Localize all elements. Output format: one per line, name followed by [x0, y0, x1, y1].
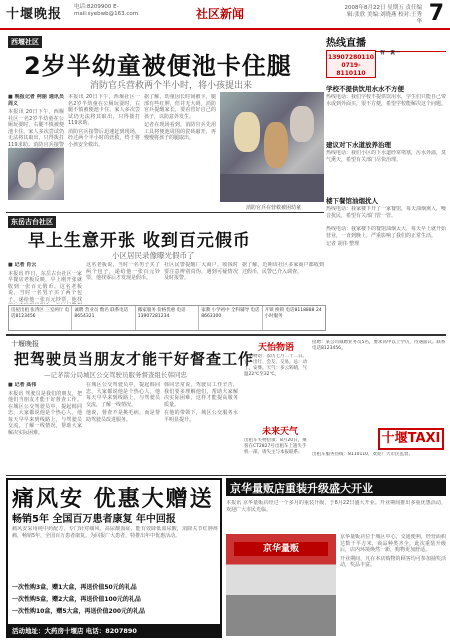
story1-photo [220, 92, 324, 202]
story2-body-col4: 据了解，近期该社区多家商户都收到过假币，民警已介入调查。 [242, 262, 324, 275]
story1-byline: ■ 晚报记者 柯丽 通讯员 周义 [8, 94, 64, 107]
story2-body-col2: 这名老板说，当时一名男子买了两个包子，递给他一张百元钞票，他找零后才发现是假币。 [86, 262, 160, 281]
story2-body-col1 [8, 262, 82, 304]
classified-col2: 出租车失物招领：8月20日，乘客在CT2827号出租车上遗失手机一部，请失主与本报联系。 [244, 438, 307, 455]
sidebar-title: 热线直播 [326, 34, 446, 52]
ad-cell-4: 家教 小学初中 全科辅导 电话8663300 [199, 306, 262, 330]
store-headline: 京华量贩店重装升级盛大开业 [226, 478, 446, 496]
promo-offer-1: 一次性购3盒，赠1大盒，再送价值50元的礼品 [12, 584, 137, 591]
store-photo [226, 534, 336, 636]
sidebar-text-4: 热线电话：我家楼下的餐馆油烟太大，每天早上就开始营业，一直到晚上，严重影响了我们的正常生活。 记者 胡伟 整理 [326, 226, 446, 247]
sidebar-intro: 有一说一 [380, 50, 401, 56]
ad-cell-1: 房屋出租 张湾区 三室两厅 电话8123456 [9, 306, 72, 330]
sidebar-item-2: 建议对下水道放养治理 [326, 141, 391, 149]
story3-headline: 把驾驶员当朋友才能干好督查工作 [14, 350, 255, 368]
promo-footer: 活动地址：大药房十堰店 电话：8207890 [8, 624, 220, 636]
story1-subheadline: 消防官兵营救两个半小时，将小孩提出来 [90, 81, 253, 91]
classified-col3: 招聘：某公司诚聘业务员5名，要求高中以上学历，待遇面议。联系电话8123456。 [312, 340, 446, 351]
classified-col1: 天怡物语：农历七月二十二日。宜：出行、会友、交易。忌：动土、安葬。天气：多云转晴，气温22℃至32℃。 [244, 354, 307, 377]
contact-info: 电话:8209900 E-mail:syebwb@163.com [74, 4, 139, 17]
promo-offer-3: 一次性购10盒，赠5大盒，再送价值200元的礼品 [12, 608, 146, 615]
story1-body-text: 本报讯 20日下午，西堰社区一名2岁半幼童在公厕玩耍时，右腿不慎被便池卡住，家人多次尝试仍无法将其取出，只得拨打119求助。消防官兵接警 [8, 109, 64, 148]
story2-headline: 早上生意开张 收到百元假币 [28, 231, 251, 251]
ad-cell-3: 搬家服务 价格优惠 电话13907281234 [136, 306, 199, 330]
story1-photo-small [8, 148, 64, 200]
promo-body: 痛风安采用纯中药配方，专门针对痛风、高尿酸血症，能有效降低血尿酸，消除关节红肿疼痛，畅销5年，全国百万患者康复。为回报广大患者，特推出年中优惠活动。 [12, 526, 218, 539]
story1-tag: 西堰社区 [8, 36, 42, 48]
story3-body-col2: 在城区公交驾驶员中，提起韩同忠，大家都说他是个热心人。他每天早早来到线路上，与驾驶员交流，了解一线情况。 他说，督查不是挑毛病，而是帮助驾驶员改进服务。 [86, 382, 160, 423]
sidebar-text-1: 热线电话：我们学校不提供饮用水，学生们只能自己带水或到外面买，很不方便，希望学校能解决这个问题。 [326, 94, 446, 107]
promo-offer-2: 一次性购5盒，赠2大盒，再送价值100元的礼品 [12, 596, 141, 603]
divider [6, 475, 446, 476]
weather-title: 天怡物语 [258, 343, 295, 353]
story2-body-col3: 社区民警提醒广大商户，收钱时要注意辨别真伪，遇到可疑情况及时报警。 [164, 262, 238, 281]
masthead: 十堰晚报 [6, 7, 63, 22]
story2-tag: 东岳古台社区 [8, 216, 56, 228]
page-header [0, 0, 450, 30]
promo-subhead: 畅销5年 全国百万患者康复 年中回报 [12, 514, 176, 525]
sidebar-hotline [326, 34, 446, 224]
sidebar-text-3: 热线电话：我家楼下开了一家餐馆，每天油烟熏人，噪音扰民，希望有关部门管一管。 [326, 206, 446, 219]
store-body-top: 本报讯 京华量贩店经过一个多月的重装升级，于8月22日盛大开业。开业期间推出多重优惠活动，欢迎广大市民光临。 [226, 500, 446, 513]
story1-body-col2: 本报讯 20日下午，西堰社区一名2岁半幼童在公厕玩耍时，右腿不慎被便池卡住，家人多次尝试仍无法将其取出，只得拨打119求助。 消防官兵接警后迅速赶到现场，经过两个半小时的营救，终于将小孩安全救出。 [68, 94, 140, 148]
promo-headline: 痛风安 优惠大赠送 [12, 487, 214, 512]
story2-subheadline: 小区居民录像曝光假币了 [112, 251, 195, 260]
hotline-numbers: 13907280110 0719-8110110 [326, 50, 376, 78]
store-body-col: 京华量贩店位于城区中心，交通便利，经营面积达数千平方米，商品种类齐全。此次重装升级后，店内环境焕然一新，购物更加舒适。 开业期间，凡在本店购物的顾客均可参加抽奖活动，奖品丰富。 [340, 534, 446, 568]
story1-photo-caption: 消防官兵在营救被困幼童 [246, 205, 302, 211]
story3-body-text: 本报讯 驾驶员是我们的朋友，把他们当朋友才能干好督查工作。在城区公交驾驶员中，提起韩同忠，大家都说他是个热心人。他每天早早来到线路上，与驾驶员交流，了解一线情况，帮助大家解决实际困难。 [8, 390, 82, 436]
taxi-logo: 十堰TAXI [378, 428, 444, 450]
sidebar-text-2: 热线电话：我们小区的下水道经常堵塞，污水外溢，臭气熏天，希望有关部门尽快治理。 [326, 150, 446, 163]
store-article [226, 478, 446, 638]
weather2-title: 未来天气 [262, 427, 299, 437]
sidebar-item-3: 楼下餐馆油烟扰人 [326, 197, 378, 205]
store-sign: 京华量贩 [234, 542, 328, 556]
story2-byline: ■ 记者 肖云 [8, 262, 37, 268]
ad-cell-2: 诚聘 营业员 数名 联系电话8654321 [72, 306, 135, 330]
classified-col4: 出租车服务热线：8110110，欢迎广大市民监督。 [312, 452, 414, 457]
divider [6, 334, 446, 336]
sidebar-item-1: 学校不提供饮用水水不方便 [326, 85, 404, 93]
story3-subheadline: —记茅箭分局城区公交驾驶员服务督查组长韩同忠 [44, 371, 187, 379]
section-title: 社区新闻 [196, 7, 245, 21]
ad-cell-5: 开锁 换锁 电话8118888 24小时服务 [264, 308, 322, 319]
divider [6, 212, 324, 213]
story2-body-text: 本报讯 昨日，东岳古台社区一家早餐店老板反映，早上刚开张就收到一张百元假币。这名老板说，当时一名男子买了两个包子，递给他一张百元钞票，他找 [8, 270, 82, 303]
story3-byline: ■ 记者 高伟 [8, 382, 37, 388]
story3-tag: 十堰晚报 [8, 338, 42, 350]
story3-body-col3: 韩同忠常说，驾驶员工作辛苦，我们要多理解他们，帮助大家解决实际困难，这样才能提高服务质量。 在他的带领下，城区公交服务水平明显提升。 [164, 382, 238, 423]
story1-headline: 2岁半幼童被便池卡住腿 [24, 52, 292, 80]
promo-ad [6, 478, 222, 638]
story1-body-col3: 据了解，幼童因长时间被卡，腿部有些红肿，但并无大碍。消防官兵提醒家长，要看管好自己的孩子，以防意外发生。 记者在现场看到，消防官兵先用工具将便池周围的瓷砖敲开，再慢慢将孩子的腿取出。 [144, 94, 216, 141]
dateline: 2008年8月22日 星期五 责任编辑:张欣 美编:刘晓燕 校对:王秀华 [344, 5, 422, 25]
story3-body-col1 [8, 382, 82, 474]
ads-strip [8, 305, 326, 331]
page-number: 7 [428, 1, 444, 26]
